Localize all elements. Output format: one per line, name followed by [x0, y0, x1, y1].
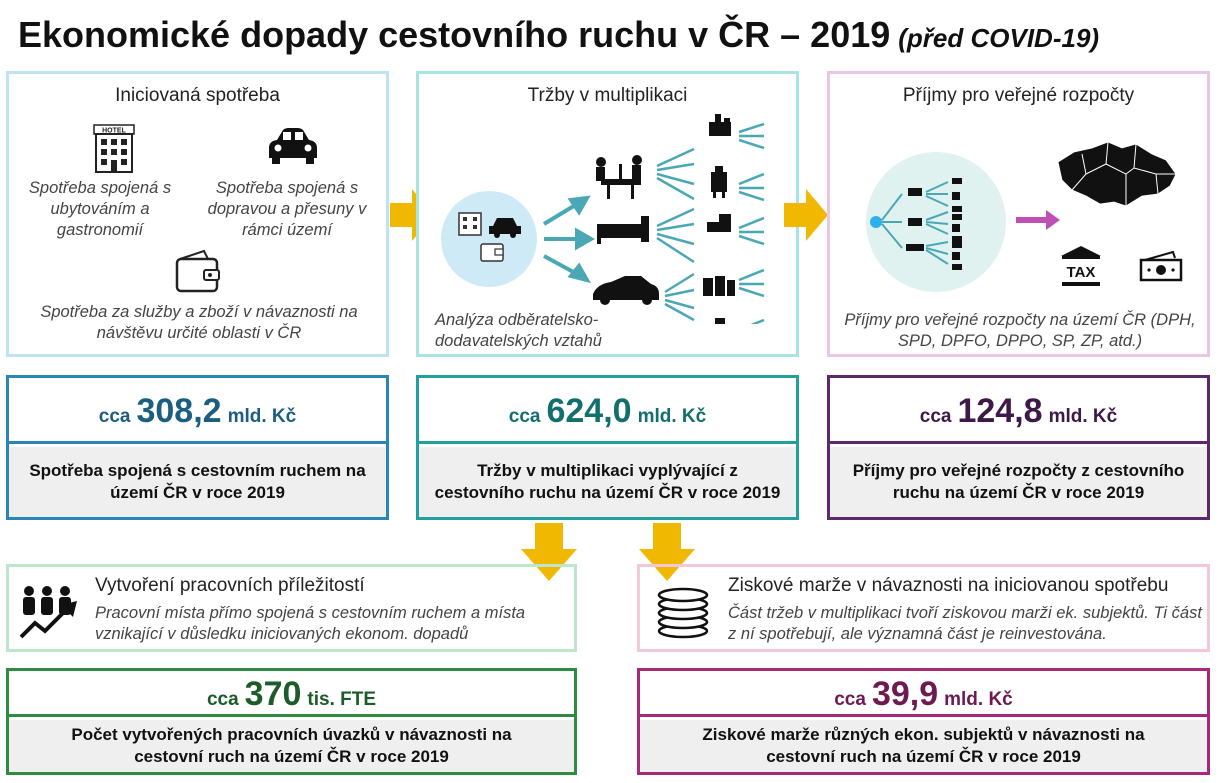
money-icon — [1139, 250, 1185, 284]
figure-jobs-desc: Počet vytvořených pracovních úvazků v návaznosti na cestovní ruch na území ČR v roce 2019 — [9, 720, 574, 772]
jobs-title: Vytvoření pracovních příležitostí — [95, 575, 365, 596]
title-sub: (před COVID-19) — [898, 23, 1100, 53]
multiplication-diagram — [419, 104, 796, 324]
mini-wallet-icon — [481, 244, 503, 261]
hotel-icon — [91, 124, 137, 174]
figure-budgets-value — [830, 378, 1207, 444]
value-unit: mld. Kč — [637, 406, 707, 427]
jobs-text: Pracovní místa přímo spojená s cestovním ruchem a místa vznikající v důsledku iniciovaných ekonom. dopadů — [95, 604, 526, 643]
page-title — [18, 14, 1099, 56]
consumption-item-services: Spotřeba za služby a zboží v návaznosti na návštěvu určité oblasti v ČR — [40, 303, 358, 342]
car-side-icon — [593, 276, 659, 305]
value-prefix: cca — [206, 689, 239, 710]
arrow-magenta — [1016, 210, 1060, 230]
value-number: 39,9 — [871, 675, 939, 713]
consumption-circle — [441, 191, 537, 287]
figure-consumption — [6, 375, 389, 520]
figure-margins-desc: Ziskové marže různých ekon. subjektů v návaznosti na cestovní ruch na území ČR v roce 2019 — [640, 720, 1207, 772]
panel-jobs — [6, 564, 577, 652]
value-number: 624,0 — [546, 392, 632, 430]
value-unit: mld. Kč — [1048, 406, 1118, 427]
consumption-item-accommodation: Spotřeba spojená s ubytováním a gastronomií — [28, 179, 172, 239]
value-unit: mld. Kč — [227, 406, 297, 427]
bed-icon — [597, 216, 649, 244]
hotel-sign-text: HOTEL — [102, 127, 126, 135]
figure-multiplication-value — [419, 378, 796, 444]
margins-title: Ziskové marže v návaznosti na iniciovanou spotřebu — [728, 575, 1169, 596]
car-icon — [267, 126, 319, 166]
panel-multiplication-title: Tržby v multiplikaci — [527, 85, 688, 106]
tax-icon — [1059, 244, 1103, 288]
arrow-right-icon — [784, 189, 828, 241]
consumption-item-transport: Spotřeba spojená s dopravou a přesuny v rámci území — [207, 179, 367, 239]
panel-consumption-title: Iniciovaná spotřeba — [115, 85, 280, 106]
figure-budgets-desc: Příjmy pro veřejné rozpočty z cestovního ruchu na území ČR v roce 2019 — [830, 447, 1207, 517]
figure-consumption-value — [9, 378, 386, 444]
people-growth-icon — [17, 583, 85, 641]
figure-budgets — [827, 375, 1210, 520]
margins-text: Část tržeb v multiplikaci tvoří ziskovou marži ek. subjektů. Ti část z ní spotřebují, ale významná část je reinvestována. — [728, 604, 1202, 643]
factory-icon — [703, 114, 735, 324]
figure-jobs-value — [9, 671, 574, 717]
panel-consumption — [6, 71, 389, 357]
figure-consumption-desc: Spotřeba spojená s cestovním ruchem na území ČR v roce 2019 — [9, 447, 386, 517]
panel-budgets — [827, 71, 1210, 357]
value-prefix: cca — [508, 406, 541, 427]
coins-icon — [654, 585, 712, 639]
figure-margins — [637, 668, 1210, 775]
panel-multiplication — [416, 71, 799, 357]
figure-margins-value — [640, 671, 1207, 717]
arrows-first-level — [544, 198, 591, 280]
title-main: Ekonomické dopady cestovního ruchu v ČR – 2019 — [18, 14, 891, 55]
value-number: 124,8 — [957, 392, 1043, 430]
figure-multiplication — [416, 375, 799, 520]
restaurant-icon — [596, 155, 642, 199]
value-unit: mld. Kč — [944, 689, 1013, 710]
multiplication-note: Analýza odběratelsko-dodavatelských vztahů — [435, 311, 602, 350]
value-prefix: cca — [834, 689, 866, 710]
figure-jobs — [6, 668, 577, 775]
panel-budgets-title: Příjmy pro veřejné rozpočty — [902, 85, 1135, 106]
value-prefix: cca — [98, 406, 131, 427]
wallet-icon — [174, 249, 222, 293]
value-prefix: cca — [919, 406, 952, 427]
figure-multiplication-desc: Tržby v multiplikaci vyplývající z cestovního ruchu na území ČR v roce 2019 — [419, 447, 796, 517]
mini-hotel-icon — [459, 213, 481, 235]
value-unit: tis. FTE — [307, 689, 377, 710]
value-number: 308,2 — [136, 392, 222, 430]
panel-margins — [637, 564, 1210, 652]
budgets-note: Příjmy pro veřejné rozpočty na území ČR (DPH, SPD, DPFO, DPPO, SP, ZP, atd.) — [844, 311, 1196, 350]
source-dot — [870, 216, 882, 228]
value-number: 370 — [244, 675, 302, 713]
tax-text: TAX — [1066, 264, 1096, 281]
